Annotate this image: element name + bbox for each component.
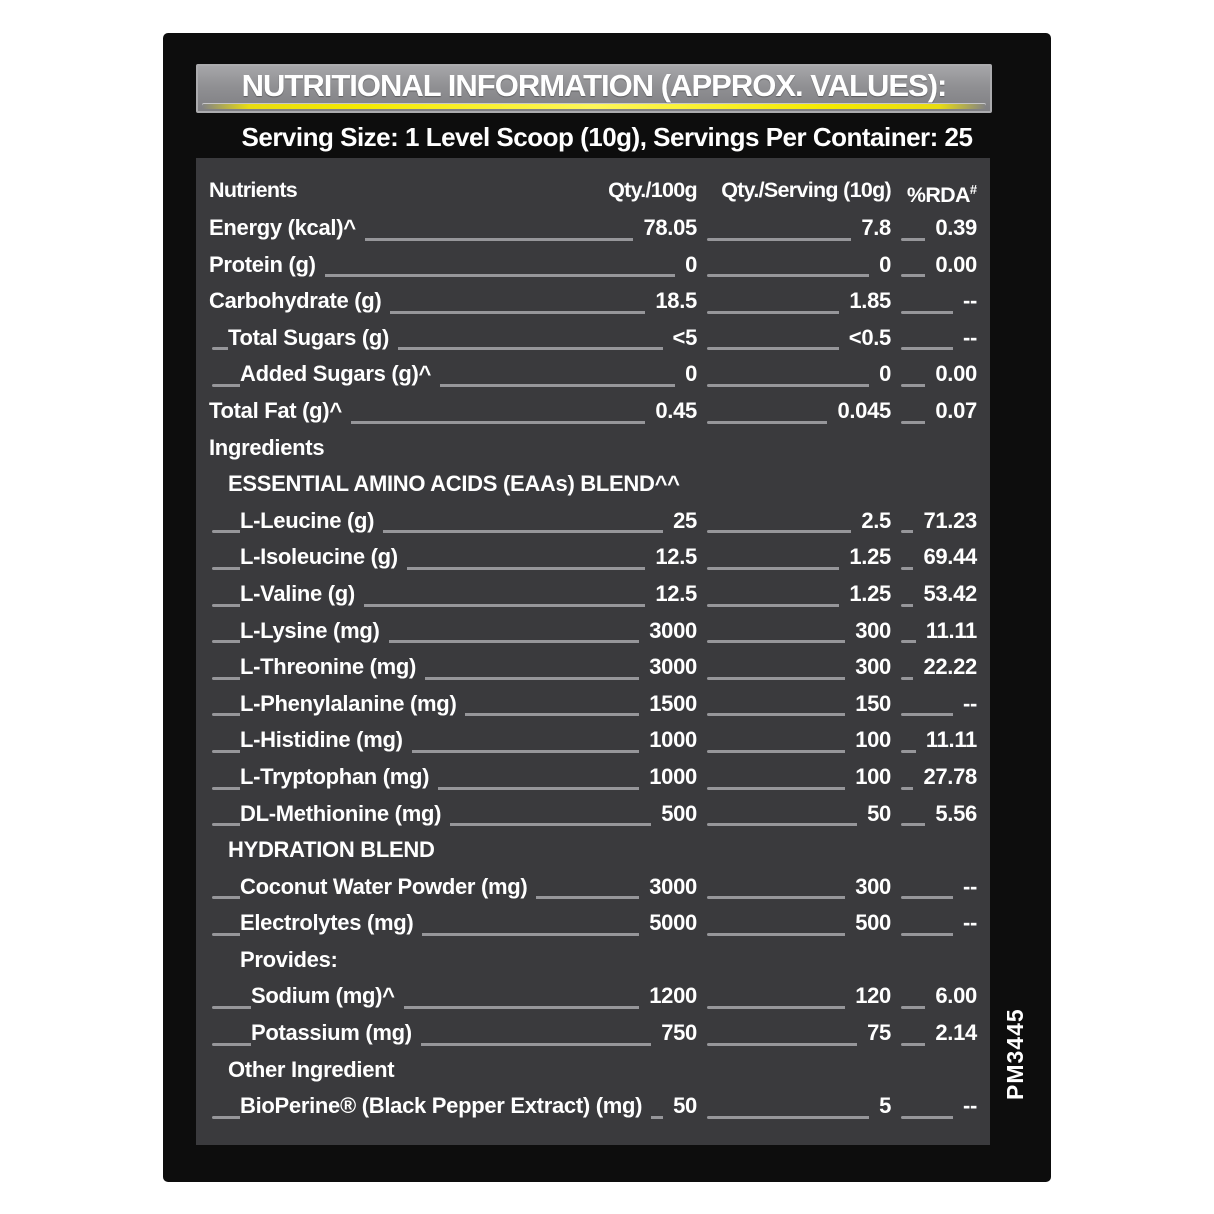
value-per-serving: 300 [845,649,891,686]
value-per-100g: 1000 [639,722,697,759]
row-label: DL-Methionine (mg) [240,796,450,833]
value-rda: -- [953,905,977,942]
leader-line [707,1116,891,1119]
section-header-row [196,430,990,467]
section-header-row [196,832,990,869]
value-rda: 71.23 [913,503,977,540]
value-per-serving: 1.85 [839,283,891,320]
value-per-100g: 78.05 [633,210,697,247]
yellow-accent-line [202,104,986,109]
label-title: NUTRITIONAL INFORMATION (APPROX. VALUES): [241,67,947,103]
value-rda: 0.00 [925,247,977,284]
value-per-serving: 50 [857,796,891,833]
value-per-100g: 18.5 [645,283,697,320]
value-per-serving: 150 [845,686,891,723]
row-label: L-Lysine (mg) [240,613,389,650]
row-label: Total Fat (g)^ [209,393,351,430]
nutrient-row [196,649,990,686]
row-label: Energy (kcal)^ [209,210,365,247]
value-per-100g: 1000 [639,759,697,796]
nutrient-row [196,978,990,1015]
value-rda: -- [953,869,977,906]
value-per-serving: 300 [845,613,891,650]
nutrient-row [196,356,990,393]
section-header-row [196,466,990,503]
nutrient-row [196,1088,990,1125]
value-rda: 69.44 [913,539,977,576]
value-per-serving: 0.045 [827,393,891,430]
value-per-serving: 7.8 [851,210,891,247]
value-per-serving: 75 [857,1015,891,1052]
row-label: L-Leucine (g) [240,503,383,540]
value-per-100g: 750 [651,1015,697,1052]
value-per-100g: 0 [675,356,697,393]
row-label: L-Tryptophan (mg) [240,759,438,796]
nutrient-row [196,539,990,576]
row-label: Added Sugars (g)^ [240,356,440,393]
row-label: L-Histidine (mg) [240,722,412,759]
nutrient-row [196,320,990,357]
value-rda: 0.00 [925,356,977,393]
value-rda: 27.78 [913,759,977,796]
value-rda: 0.07 [925,393,977,430]
nutrient-row [196,283,990,320]
nutrient-row [196,796,990,833]
row-label: Ingredients [209,430,333,467]
value-per-serving: 500 [845,905,891,942]
nutrient-row [196,905,990,942]
row-label: Protein (g) [209,247,325,284]
row-label: Sodium (mg)^ [251,978,404,1015]
table-header-row [196,170,990,210]
rda-label: %RDA [906,183,970,208]
value-per-100g: 500 [651,796,697,833]
value-per-100g: 25 [663,503,697,540]
row-label: Provides: [240,942,347,979]
value-per-100g: 1500 [639,686,697,723]
nutrient-row [196,210,990,247]
value-per-100g: 12.5 [645,576,697,613]
rda-footnote-marker: # [969,182,977,197]
row-label: Carbohydrate (g) [209,283,390,320]
row-label: HYDRATION BLEND [228,832,444,869]
section-header-row [196,942,990,979]
column-header-rda [897,170,977,210]
value-per-serving: 120 [845,978,891,1015]
nutrient-row [196,393,990,430]
nutrient-row [196,576,990,613]
value-per-serving: 1.25 [839,539,891,576]
value-per-100g: <5 [663,320,697,357]
value-rda: 2.14 [925,1015,977,1052]
value-rda: 6.00 [925,978,977,1015]
value-rda: 22.22 [913,649,977,686]
nutrient-row [196,722,990,759]
value-rda: 5.56 [925,796,977,833]
value-rda: 11.11 [916,613,977,650]
row-label: ESSENTIAL AMINO ACIDS (EAAs) BLEND^^ [228,466,689,503]
row-label: L-Isoleucine (g) [240,539,407,576]
product-code-vertical: PM3445 [1002,1008,1028,1100]
value-per-100g: 3000 [639,649,697,686]
nutrient-row [196,613,990,650]
column-header-per-serving: Qty./Serving (10g) [711,170,891,210]
row-label: Total Sugars (g) [228,320,398,357]
value-rda: 11.11 [916,722,977,759]
nutrient-row [196,869,990,906]
value-per-serving: <0.5 [839,320,891,357]
value-per-100g: 1200 [639,978,697,1015]
row-label: BioPerine® (Black Pepper Extract) (mg) [240,1088,651,1125]
nutrient-row [196,1015,990,1052]
serving-info: Serving Size: 1 Level Scoop (10g), Servings Per Container: 25 [241,122,973,152]
value-per-100g: 3000 [639,869,697,906]
row-label: L-Valine (g) [240,576,364,613]
value-per-serving: 100 [845,759,891,796]
value-per-100g: 0.45 [645,393,697,430]
value-per-100g: 0 [675,247,697,284]
value-per-serving: 5 [869,1088,891,1125]
column-header-per-100g: Qty./100g [598,170,697,210]
value-per-serving: 300 [845,869,891,906]
row-label: L-Phenylalanine (mg) [240,686,465,723]
nutrient-row [196,503,990,540]
value-rda: 0.39 [925,210,977,247]
value-rda: -- [953,1088,977,1125]
value-per-serving: 2.5 [851,503,891,540]
value-per-100g: 12.5 [645,539,697,576]
nutrition-table [196,158,990,1145]
table-body [196,210,990,1125]
value-per-serving: 1.25 [839,576,891,613]
title-bar [196,64,992,113]
section-header-row [196,1052,990,1089]
row-label: Other Ingredient [228,1052,403,1089]
value-per-100g: 50 [663,1088,697,1125]
nutrient-row [196,247,990,284]
value-per-100g: 3000 [639,613,697,650]
row-label: Electrolytes (mg) [240,905,422,942]
value-per-serving: 0 [869,247,891,284]
nutrient-row [196,759,990,796]
supplement-label [163,33,1051,1182]
row-label: Coconut Water Powder (mg) [240,869,536,906]
value-per-serving: 0 [869,356,891,393]
value-rda: -- [953,320,977,357]
value-rda: -- [953,283,977,320]
value-rda: -- [953,686,977,723]
column-header-nutrients: Nutrients [209,170,306,210]
row-label: Potassium (mg) [251,1015,421,1052]
leader-line [707,274,891,277]
row-label: L-Threonine (mg) [240,649,425,686]
value-per-serving: 100 [845,722,891,759]
leader-line [707,384,891,387]
nutrient-row [196,686,990,723]
value-per-100g: 5000 [639,905,697,942]
value-rda: 53.42 [913,576,977,613]
